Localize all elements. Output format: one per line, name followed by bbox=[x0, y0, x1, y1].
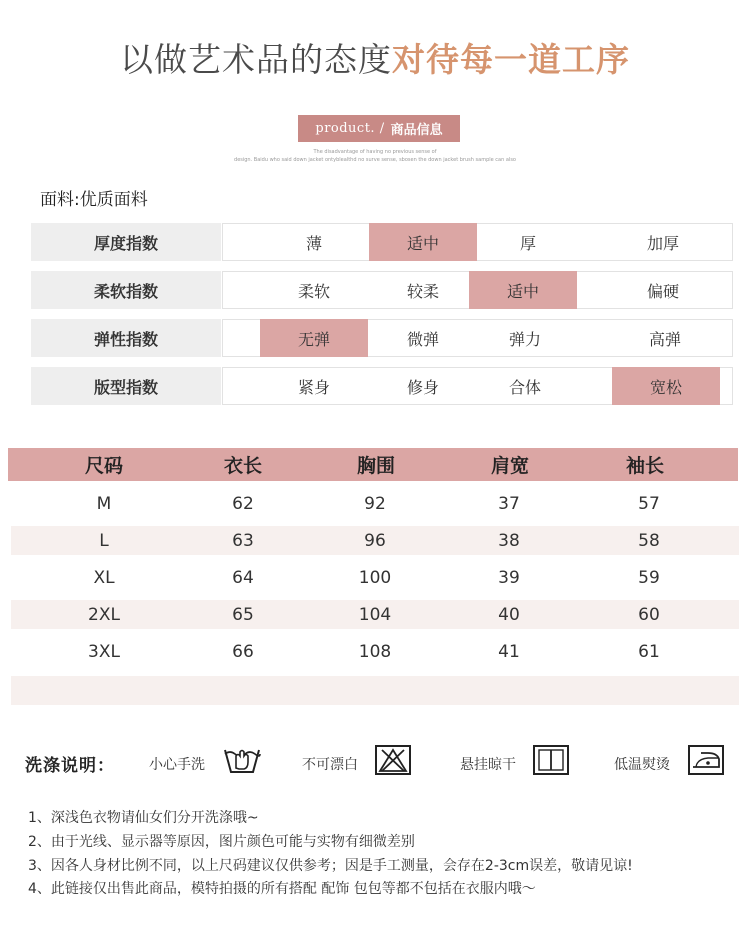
attribute-option: 较柔 bbox=[406, 281, 439, 301]
size-cell: 108 bbox=[358, 641, 392, 662]
attribute-label: 厚度指数 bbox=[31, 223, 221, 261]
size-cell: 96 bbox=[364, 530, 386, 551]
attribute-row-softness bbox=[31, 271, 733, 309]
attribute-option: 厚 bbox=[519, 233, 536, 253]
size-header-cell: 胸围 bbox=[356, 455, 395, 477]
note-line: 1、深浅色衣物请仙女们分开洗涤哦~ bbox=[28, 810, 259, 826]
product-info-badge bbox=[298, 115, 460, 142]
size-cell: 62 bbox=[232, 493, 254, 514]
attribute-option: 微弹 bbox=[406, 329, 439, 349]
size-cell: 57 bbox=[638, 493, 660, 514]
size-cell: 63 bbox=[232, 530, 254, 551]
size-cell: 64 bbox=[232, 567, 254, 588]
wash-label-hand-wash: 小心手洗 bbox=[149, 757, 205, 773]
note-line: 2、由于光线、显示器等原因，图片颜色可能与实物有细微差别 bbox=[28, 834, 415, 850]
attribute-option-selected: 宽松 bbox=[612, 367, 720, 405]
size-cell: L bbox=[99, 530, 109, 551]
attribute-label: 版型指数 bbox=[31, 367, 221, 405]
size-cell: 104 bbox=[358, 604, 392, 625]
size-cell: 59 bbox=[638, 567, 660, 588]
size-cell: 65 bbox=[232, 604, 254, 625]
attribute-options bbox=[222, 319, 733, 357]
attribute-option-selected: 无弹 bbox=[260, 319, 368, 357]
title-part2: 对待每一道工序 bbox=[392, 40, 630, 79]
size-header-cell: 袖长 bbox=[625, 455, 664, 477]
size-cell: 39 bbox=[498, 567, 520, 588]
badge-subtitle-line2: design. Baidu who said down jacket ontyblealthd no surve sense, sbosen the down jacket brush sample can also bbox=[234, 157, 516, 163]
attribute-option-selected: 适中 bbox=[369, 223, 477, 261]
size-cell: 58 bbox=[638, 530, 660, 551]
attribute-row-fit bbox=[31, 367, 733, 405]
attribute-option: 高弹 bbox=[648, 329, 681, 349]
attribute-option-selected: 适中 bbox=[469, 271, 577, 309]
attribute-row-thickness bbox=[31, 223, 733, 261]
attribute-option: 柔软 bbox=[297, 281, 330, 301]
hand-wash-icon bbox=[222, 744, 262, 776]
size-cell: XL bbox=[93, 567, 115, 588]
wash-instructions-title: 洗涤说明： bbox=[25, 756, 115, 776]
note-line: 3、因各人身材比例不同，以上尺码建议仅供参考；因是手工测量，会存在2-3cm误差，敬请见谅! bbox=[28, 858, 633, 874]
attribute-option: 弹力 bbox=[508, 329, 541, 349]
attribute-label: 柔软指数 bbox=[31, 271, 221, 309]
size-cell: 2XL bbox=[88, 604, 120, 625]
size-cell: 92 bbox=[364, 493, 386, 514]
size-cell: 41 bbox=[498, 641, 520, 662]
size-cell: 66 bbox=[232, 641, 254, 662]
attribute-options bbox=[222, 367, 733, 405]
badge-subtitle-line1: The disadvantage of having no previous sense of bbox=[313, 149, 437, 155]
attribute-label: 弹性指数 bbox=[31, 319, 221, 357]
attribute-option: 修身 bbox=[406, 377, 439, 397]
size-cell: M bbox=[96, 493, 112, 514]
size-header-cell: 衣长 bbox=[223, 455, 262, 477]
size-cell: 3XL bbox=[88, 641, 120, 662]
attribute-row-elasticity bbox=[31, 319, 733, 357]
attribute-option: 加厚 bbox=[646, 233, 679, 253]
size-cell: 38 bbox=[498, 530, 520, 551]
attribute-option: 偏硬 bbox=[646, 281, 679, 301]
size-cell: 37 bbox=[498, 493, 520, 514]
page-title bbox=[0, 34, 750, 81]
size-cell: 60 bbox=[638, 604, 660, 625]
badge-english: product. / bbox=[315, 121, 385, 136]
size-cell: 100 bbox=[358, 567, 392, 588]
size-cell: 61 bbox=[638, 641, 660, 662]
no-bleach-icon bbox=[375, 745, 411, 775]
attribute-options bbox=[222, 223, 733, 261]
attribute-options bbox=[222, 271, 733, 309]
wash-label-no-bleach: 不可漂白 bbox=[302, 757, 358, 773]
title-part1: 以做艺术品的态度 bbox=[120, 40, 392, 79]
size-header-cell: 尺码 bbox=[84, 455, 123, 477]
wash-label-hang-dry: 悬挂晾干 bbox=[460, 757, 516, 773]
note-line: 4、此链接仅出售此商品，模特拍摄的所有搭配 配饰 包包等都不包括在衣服内哦〜 bbox=[28, 881, 536, 897]
size-header-cell: 肩宽 bbox=[490, 455, 529, 477]
row-stripe bbox=[11, 676, 739, 705]
fabric-info: 面料:优质面料 bbox=[40, 190, 148, 210]
badge-chinese: 商品信息 bbox=[390, 123, 443, 138]
attribute-option: 紧身 bbox=[297, 377, 330, 397]
hang-dry-icon bbox=[533, 745, 569, 775]
low-iron-icon bbox=[688, 745, 724, 775]
attribute-option: 合体 bbox=[508, 377, 541, 397]
attribute-option: 薄 bbox=[305, 233, 322, 253]
size-cell: 40 bbox=[498, 604, 520, 625]
wash-label-low-iron: 低温熨烫 bbox=[614, 757, 670, 773]
